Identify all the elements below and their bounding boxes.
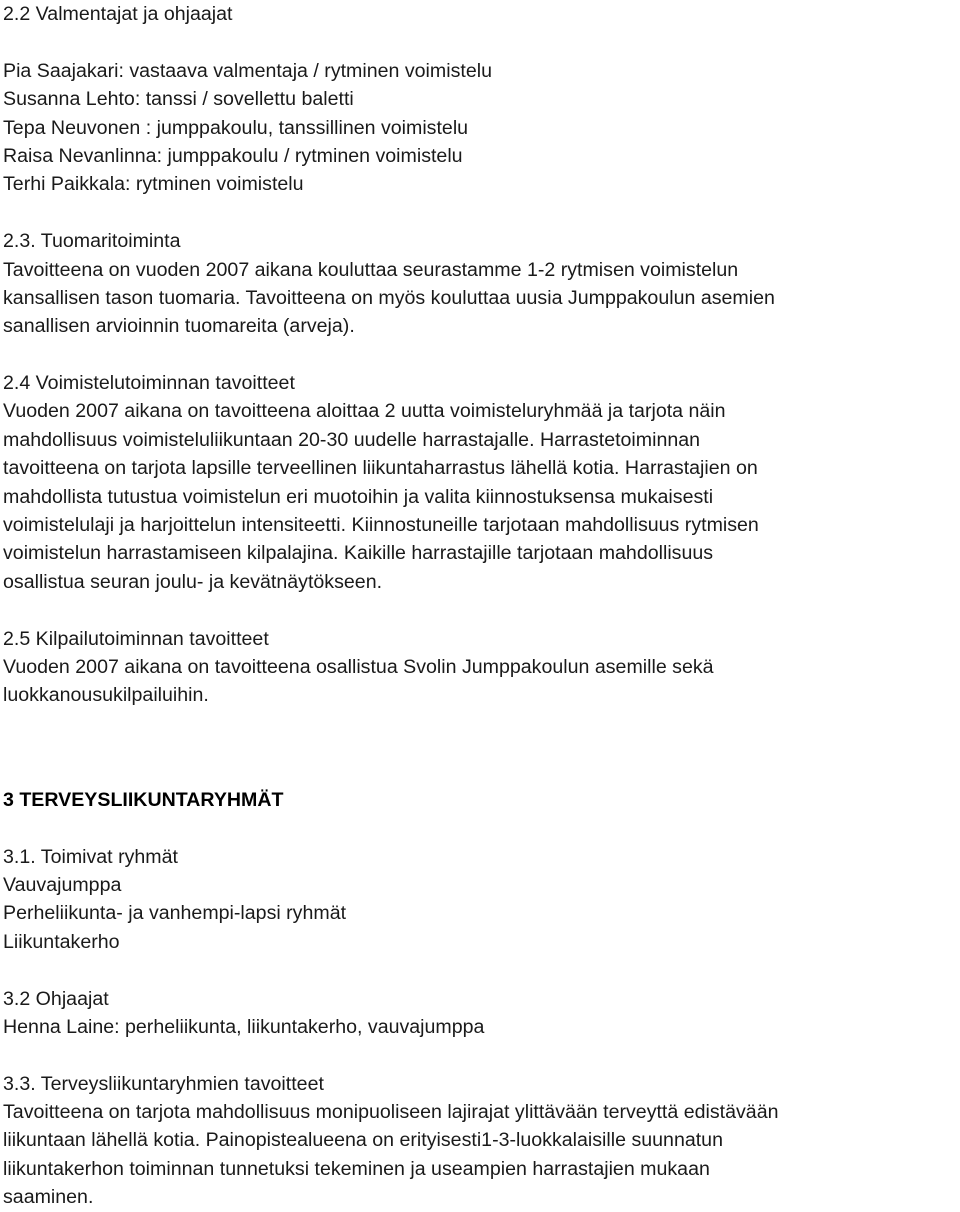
text-line: mahdollista tutustua voimistelun eri muotoihin ja valita kiinnostuksensa mukaisesti xyxy=(3,485,714,508)
text-line: tavoitteena on tarjota lapsille terveellinen liikuntaharrastus lähellä kotia. Harrastajien on xyxy=(3,457,758,480)
text-line: Susanna Lehto: tanssi / sovellettu baletti xyxy=(3,88,354,111)
text-line: Tepa Neuvonen : jumppakoulu, tanssillinen voimistelu xyxy=(3,116,469,139)
section-heading: 2.2 Valmentajat ja ohjaajat xyxy=(3,3,233,25)
text-line: liikuntaan lähellä kotia. Painopistealueena on erityisesti1-3-luokkalaisille suunnatun xyxy=(3,1129,723,1152)
text-line: Perheliikunta- ja vanhempi-lapsi ryhmät xyxy=(3,902,347,925)
text-line: Henna Laine: perheliikunta, liikuntakerho, vauvajumppa xyxy=(3,1015,485,1038)
chapter-heading: 3 TERVEYSLIIKUNTARYHMÄT xyxy=(3,788,284,811)
document-page xyxy=(3,0,957,1212)
section-heading: 3.1. Toimivat ryhmät xyxy=(3,845,178,868)
text-line: luokkanousukilpailuihin. xyxy=(3,684,209,707)
text-line: Tavoitteena on vuoden 2007 aikana kouluttaa seurastamme 1-2 rytmisen voimistelun xyxy=(3,258,739,281)
text-line: liikuntakerhon toiminnan tunnetuksi tekeminen ja useampien harrastajien mukaan xyxy=(3,1157,710,1180)
section-2-5 xyxy=(3,625,957,710)
text-line: voimistelun harrastamiseen kilpalajina. Kaikille harrastajille tarjotaan mahdollisuus xyxy=(3,542,714,565)
section-3-2 xyxy=(3,985,957,1042)
text-line: sanallisen arvioinnin tuomareita (arveja). xyxy=(3,315,355,338)
text-line: voimistelulaji ja harjoittelun intensiteetti. Kiinnostuneille tarjotaan mahdollisuus rytmisen xyxy=(3,514,759,537)
text-line: Terhi Paikkala: rytminen voimistelu xyxy=(3,173,304,196)
text-line: Vuoden 2007 aikana on tavoitteena osallistua Svolin Jumppakoulun asemille sekä xyxy=(3,655,714,678)
text-line: osallistua seuran joulu- ja kevätnäytökseen. xyxy=(3,570,383,593)
text-line: mahdollisuus voimisteluliikuntaan 20-30 uudelle harrastajalle. Harrastetoiminnan xyxy=(3,428,701,451)
text-line: kansallisen tason tuomaria. Tavoitteena on myös kouluttaa uusia Jumppakoulun asemien xyxy=(3,286,775,309)
section-2-3 xyxy=(3,227,957,341)
section-2-2 xyxy=(3,0,957,199)
text-line: Vauvajumppa xyxy=(3,873,122,896)
section-3-1 xyxy=(3,843,957,957)
section-heading: 2.3. Tuomaritoiminta xyxy=(3,230,181,253)
section-heading: 3.2 Ohjaajat xyxy=(3,987,109,1010)
text-line: Vuoden 2007 aikana on tavoitteena aloittaa 2 uutta voimisteluryhmää ja tarjota näin xyxy=(3,400,726,423)
text-line: Raisa Nevanlinna: jumppakoulu / rytminen voimistelu xyxy=(3,144,463,167)
section-3-3 xyxy=(3,1070,957,1212)
text-line: Liikuntakerho xyxy=(3,930,120,953)
section-2-4 xyxy=(3,369,957,596)
section-heading: 2.4 Voimistelutoiminnan tavoitteet xyxy=(3,372,295,395)
text-line: Pia Saajakari: vastaava valmentaja / rytminen voimistelu xyxy=(3,59,492,82)
text-line: Tavoitteena on tarjota mahdollisuus monipuoliseen lajirajat ylittävään terveyttä edistävään xyxy=(3,1101,779,1124)
section-heading: 3.3. Terveysliikuntaryhmien tavoitteet xyxy=(3,1072,324,1095)
section-heading: 2.5 Kilpailutoiminnan tavoitteet xyxy=(3,627,269,650)
section-3 xyxy=(3,786,957,814)
text-line: saaminen. xyxy=(3,1186,94,1209)
